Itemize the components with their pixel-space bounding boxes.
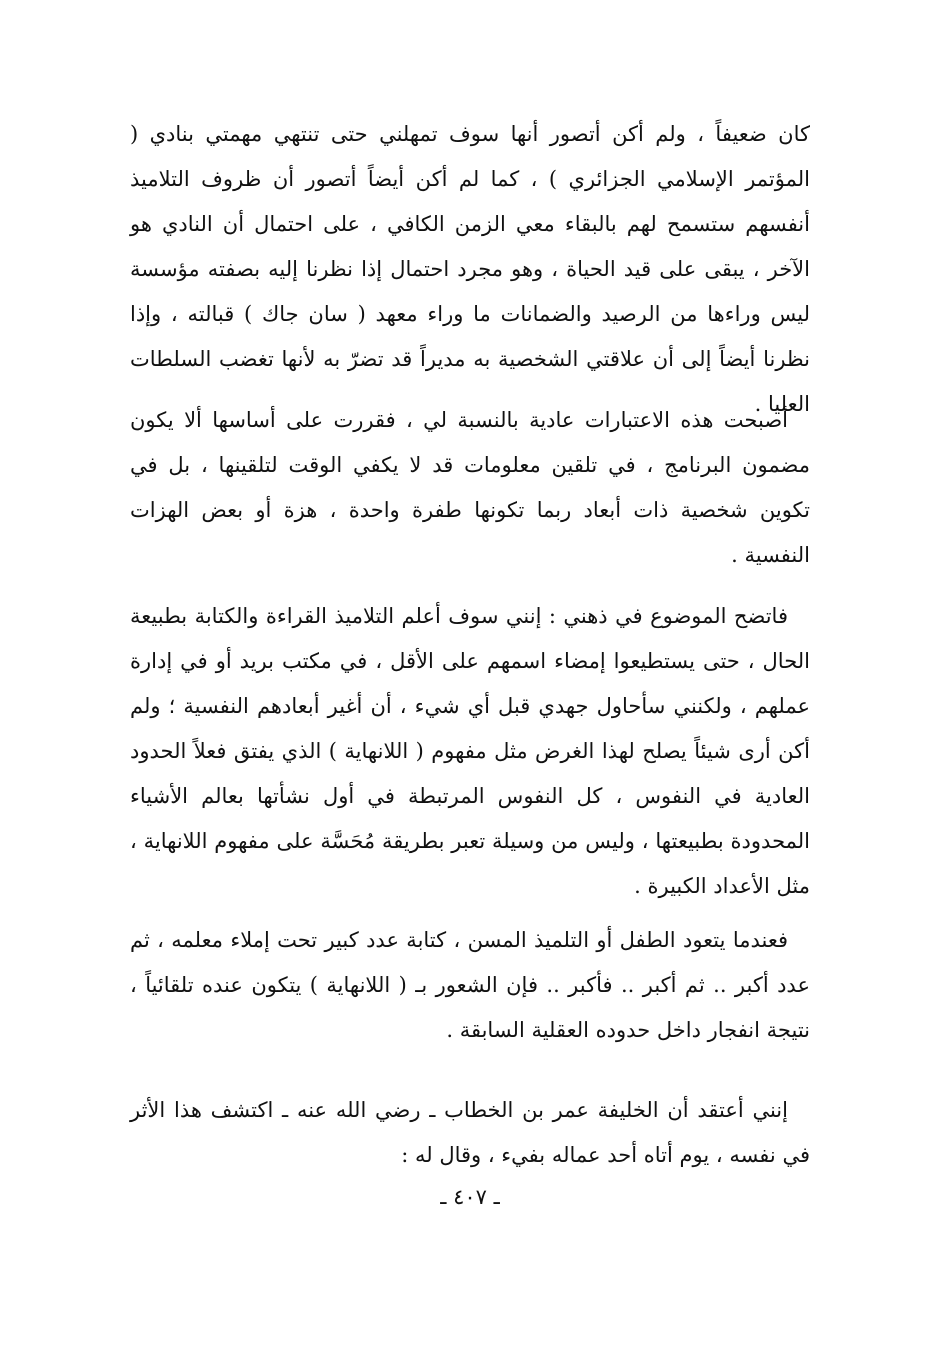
paragraph-1: كان ضعيفاً ، ولم أكن أتصور أنها سوف تمهلني حتى تنتهي مهمتي بنادي ( المؤتمر الإسلامي الجزائري ) ، كما لم أكن أيضاً أتصور أن ظروف التلاميذ أنفسهم ستسمح لهم بالبقاء معي الزمن الكافي ، على احتمال أن النادي هو الآخر ، يبقى على قيد الحياة ، وهو مجرد احتمال إذا نظرنا إليه بصفته مؤسسة ليس وراءها من الرصيد والضمانات ما وراء معهد ( سان جاك ) قبالته ، وإذا نظرنا أيضاً إلى أن علاقتي الشخصية به مديراً قد تضرّ به لأنها تغضب السلطات العليا . [130, 122, 810, 416]
paragraph-3: فاتضح الموضوع في ذهني : إنني سوف أعلم التلاميذ القراءة والكتابة بطبيعة الحال ، حتى يستطيعوا إمضاء اسمهم على الأقل ، في مكتب بريد أو في إدارة عملهم ، ولكنني سأحاول جهدي قبل أي شيء ، أن أغير أبعادهم النفسية ؛ ولم أكن أرى شيئاً يصلح لهذا الغرض مثل مفهوم ( اللانهاية ) الذي يفتق فعلاً الحدود العادية في النفوس ، كل النفوس المرتبطة في أول نشأتها بعالم الأشياء المحدودة بطبيعتها ، وليس من وسيلة تعبر بطريقة مُحَسَّة على مفهوم اللانهاية ، مثل الأعداد الكبيرة . [130, 604, 810, 898]
paragraph-4: فعندما يتعود الطفل أو التلميذ المسن ، كتابة عدد كبير تحت إملاء معلمه ، ثم عدد أكبر .. ثم أكبر .. فأكبر .. فإن الشعور بـ ( اللانهاية ) يتكون عنده تلقائياً ، نتيجة انفجار داخل حدوده العقلية السابقة . [130, 928, 810, 1042]
page-number: ـ ٤٠٧ ـ [440, 1185, 500, 1209]
paragraph-5: إنني أعتقد أن الخليفة عمر بن الخطاب ـ رضي الله عنه ـ اكتشف هذا الأثر في نفسه ، يوم أتاه أحد عماله بفيء ، وقال له : [130, 1098, 810, 1167]
paragraph-2: أصبحت هذه الاعتبارات عادية بالنسبة لي ، فقررت على أساسها ألا يكون مضمون البرنامج ، في تلقين معلومات قد لا يكفي الوقت لتلقينها ، بل في تكوين شخصية ذات أبعاد ربما تكونها طفرة واحدة ، هزة أو بعض الهزات النفسية . [130, 408, 810, 567]
